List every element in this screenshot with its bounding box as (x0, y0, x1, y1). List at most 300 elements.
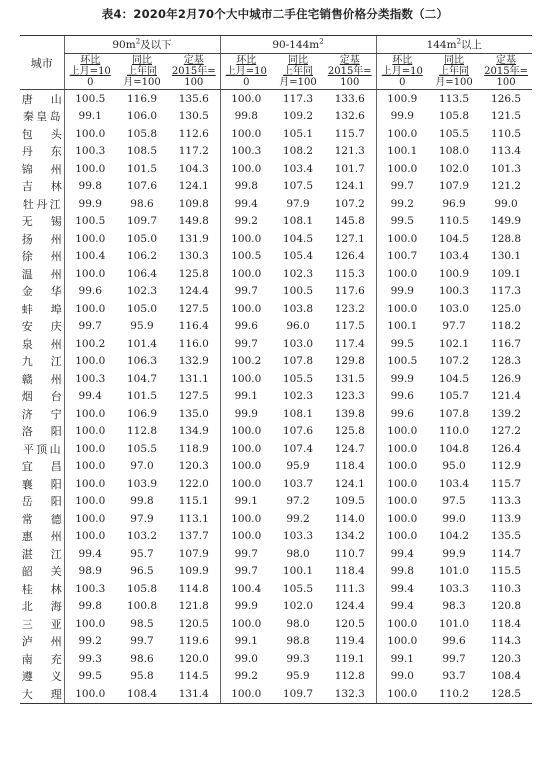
city-name: 平 顶 山 (22, 442, 61, 456)
index-value-cell: 105.5 (126, 442, 158, 455)
index-value-cell: 103.2 (126, 530, 158, 543)
table-row (20, 475, 532, 493)
index-value-cell: 104.5 (439, 232, 470, 245)
index-value-cell: 106.9 (126, 407, 158, 420)
index-value-cell: 99.6 (442, 635, 466, 648)
index-value-cell: 99.1 (220, 633, 272, 651)
index-value-cell: 99.4 (220, 195, 272, 213)
index-value-cell: 112.6 (178, 127, 209, 140)
index-value-cell: 99.0 (442, 512, 466, 525)
table-row (20, 178, 532, 196)
table-row (20, 108, 532, 126)
index-value-cell: 99.4 (64, 388, 116, 406)
subheader-base: 上月=10 (69, 66, 111, 77)
subheader-yoy (428, 54, 480, 90)
index-value-cell: 105.8 (126, 582, 158, 595)
index-value-cell: 119.4 (334, 635, 365, 648)
index-value-cell: 134.9 (178, 425, 209, 438)
group-header-sup: 2 (319, 37, 324, 45)
table-body (20, 90, 532, 704)
index-value-cell: 122.0 (178, 477, 209, 490)
table-row (20, 160, 532, 178)
index-value-cell: 100.0 (64, 405, 116, 423)
subheader-base: 2015年= (327, 66, 372, 77)
city-cell (20, 615, 64, 633)
city-name: 蚌 埠 (21, 302, 62, 316)
city-name: 宜 昌 (21, 460, 62, 474)
city-name: 桂 林 (21, 582, 62, 596)
subheader-mom (64, 54, 116, 90)
index-value-cell: 139.2 (491, 407, 522, 420)
table-row (20, 510, 532, 528)
city-name: 遵 义 (21, 670, 62, 684)
city-cell (20, 283, 64, 301)
index-value-cell: 119.6 (178, 635, 209, 648)
index-value-cell: 97.5 (442, 495, 466, 508)
index-value-cell: 99.4 (376, 545, 428, 563)
index-value-cell: 98.3 (442, 600, 466, 613)
index-value-cell: 100.0 (64, 493, 116, 511)
index-value-cell: 99.9 (376, 283, 428, 301)
index-value-cell: 100.0 (220, 230, 272, 248)
index-value-cell: 126.4 (334, 250, 365, 263)
city-cell (20, 353, 64, 371)
index-value-cell: 107.4 (282, 442, 314, 455)
subheader-name: 环比 (80, 55, 101, 66)
index-value-cell: 115.5 (491, 565, 522, 578)
index-value-cell: 100.0 (64, 528, 116, 546)
index-value-cell: 100.2 (220, 353, 272, 371)
index-value-cell: 95.7 (130, 547, 154, 560)
index-value-cell: 100.0 (376, 510, 428, 528)
index-value-cell: 118.4 (491, 617, 522, 630)
index-value-cell: 124.1 (334, 180, 365, 193)
index-value-cell: 131.1 (178, 372, 209, 385)
index-value-cell: 135.0 (178, 407, 209, 420)
index-value-cell: 115.1 (178, 495, 209, 508)
index-value-cell: 99.1 (376, 650, 428, 668)
index-value-cell: 99.7 (130, 635, 154, 648)
index-value-cell: 100.0 (220, 528, 272, 546)
index-value-cell: 104.2 (439, 530, 470, 543)
city-cell (20, 108, 64, 126)
index-value-cell: 99.5 (64, 668, 116, 686)
index-value-cell: 112.8 (334, 670, 365, 683)
index-value-cell: 120.0 (178, 652, 209, 665)
index-value-cell: 95.8 (130, 670, 154, 683)
index-value-cell: 99.2 (220, 213, 272, 231)
subheader-mom (220, 54, 272, 90)
table-row (20, 423, 532, 441)
index-value-cell: 116.0 (178, 337, 209, 350)
index-value-cell: 100.4 (220, 580, 272, 598)
index-value-cell: 123.2 (334, 302, 365, 315)
index-value-cell: 115.7 (334, 127, 365, 140)
table-row (20, 440, 532, 458)
index-value-cell: 99.9 (376, 370, 428, 388)
index-value-cell: 105.8 (126, 127, 158, 140)
index-value-cell: 100.3 (64, 143, 116, 161)
subheader-base: 月=100 (435, 77, 473, 88)
index-value-cell: 126.4 (491, 442, 522, 455)
index-value-cell: 99.8 (64, 598, 116, 616)
index-value-cell: 105.5 (282, 582, 314, 595)
index-value-cell: 120.5 (334, 617, 365, 630)
subheader-name: 同比 (132, 55, 152, 66)
index-value-cell: 104.7 (126, 372, 158, 385)
index-value-cell: 98.0 (286, 617, 310, 630)
index-value-cell: 101.5 (126, 390, 158, 403)
index-value-cell: 100.0 (220, 265, 272, 283)
index-value-cell: 100.2 (64, 335, 116, 353)
index-value-cell: 105.0 (126, 302, 158, 315)
index-value-cell: 109.7 (272, 685, 324, 703)
index-value-cell: 124.4 (334, 600, 365, 613)
city-name: 无 锡 (21, 215, 62, 229)
city-cell (20, 300, 64, 318)
city-name: 北 海 (21, 600, 62, 614)
index-value-cell: 99.7 (376, 178, 428, 196)
index-value-cell: 114.8 (178, 582, 209, 595)
index-value-cell: 103.0 (439, 302, 470, 315)
index-value-cell: 100.0 (376, 440, 428, 458)
city-cell (20, 545, 64, 563)
index-value-cell: 126.5 (491, 92, 522, 105)
index-value-cell: 99.4 (64, 545, 116, 563)
index-value-cell: 116.4 (178, 320, 209, 333)
index-value-cell: 103.3 (282, 530, 314, 543)
table-row (20, 248, 532, 266)
header-group-row (20, 36, 532, 54)
index-value-cell: 100.0 (376, 493, 428, 511)
index-value-cell: 101.7 (334, 162, 365, 175)
index-value-cell: 100.1 (376, 318, 428, 336)
index-value-cell: 117.6 (334, 285, 365, 298)
index-value-cell: 149.8 (178, 215, 209, 228)
index-value-cell: 98.6 (130, 197, 154, 210)
table-row (20, 300, 532, 318)
index-value-cell: 102.0 (439, 162, 470, 175)
table-title: 表4：2020年2月70个大中城市二手住宅销售价格分类指数（二） (101, 7, 449, 21)
index-value-cell: 99.7 (64, 318, 116, 336)
table-row (20, 265, 532, 283)
city-cell (20, 125, 64, 143)
index-value-cell: 105.0 (126, 232, 158, 245)
city-header-label: 城市 (30, 56, 53, 70)
table-row (20, 405, 532, 423)
index-value-cell: 112.9 (491, 460, 522, 473)
city-name: 大 理 (21, 687, 62, 701)
city-cell (20, 160, 64, 178)
index-value-cell: 128.3 (491, 355, 522, 368)
city-name: 洛 阳 (21, 425, 62, 439)
index-value-cell: 103.4 (439, 477, 470, 490)
index-value-cell: 145.8 (334, 215, 365, 228)
city-cell (20, 143, 64, 161)
city-name: 包 头 (21, 127, 62, 141)
table-row (20, 493, 532, 511)
subheader-fixed-base (480, 54, 532, 90)
city-column-header (20, 36, 64, 90)
header-sub-row (20, 54, 532, 90)
subheader-fixed-base (324, 54, 376, 90)
index-value-cell: 116.9 (126, 92, 158, 105)
index-value-cell: 112.8 (126, 425, 158, 438)
index-value-cell: 99.1 (220, 388, 272, 406)
subheader-name: 同比 (444, 55, 465, 66)
index-value-cell: 124.4 (178, 285, 209, 298)
subheader-name: 环比 (392, 55, 413, 66)
index-value-cell: 114.7 (491, 547, 522, 560)
index-value-cell: 129.8 (334, 355, 365, 368)
index-value-cell: 107.6 (282, 425, 314, 438)
subheader-base: 0 (243, 77, 250, 88)
index-value-cell: 107.5 (282, 180, 314, 193)
index-value-cell: 105.4 (282, 250, 314, 263)
city-name: 扬 州 (21, 232, 62, 246)
city-cell (20, 510, 64, 528)
index-value-cell: 100.0 (64, 353, 116, 371)
index-value-cell: 119.1 (334, 652, 365, 665)
index-value-cell: 99.5 (376, 335, 428, 353)
city-name: 常 德 (21, 512, 62, 526)
index-value-cell: 123.3 (334, 390, 365, 403)
index-value-cell: 102.3 (282, 390, 314, 403)
index-value-cell: 106.4 (126, 267, 158, 280)
index-value-cell: 93.7 (442, 670, 466, 683)
index-value-cell: 121.4 (491, 390, 522, 403)
index-value-cell: 98.8 (286, 635, 310, 648)
subheader-yoy (116, 54, 168, 90)
index-value-cell: 100.0 (64, 125, 116, 143)
index-value-cell: 102.3 (282, 267, 314, 280)
index-value-cell: 130.5 (178, 110, 209, 123)
index-value-cell: 100.0 (64, 230, 116, 248)
index-value-cell: 131.9 (178, 232, 209, 245)
city-cell (20, 423, 64, 441)
index-value-cell: 117.3 (491, 285, 522, 298)
index-value-cell: 99.5 (376, 213, 428, 231)
index-value-cell: 118.9 (178, 442, 209, 455)
index-value-cell: 95.9 (286, 460, 310, 473)
index-value-cell: 108.4 (116, 685, 168, 703)
city-name: 温 州 (21, 267, 62, 281)
index-value-cell: 103.3 (439, 582, 470, 595)
index-value-cell: 95.0 (442, 460, 466, 473)
index-value-cell: 100.0 (64, 440, 116, 458)
index-value-cell: 99.8 (130, 495, 154, 508)
index-value-cell: 111.3 (334, 582, 365, 595)
index-value-cell: 98.9 (64, 563, 116, 581)
index-value-cell: 121.5 (491, 110, 522, 123)
group-header-tail: 以上 (461, 39, 483, 51)
index-value-cell: 107.2 (439, 355, 470, 368)
index-value-cell: 113.4 (491, 145, 522, 158)
city-cell (20, 580, 64, 598)
group-header-label: 90-144m (272, 38, 320, 51)
group-header-90-144 (220, 36, 376, 54)
group-header-sup: 2 (135, 37, 141, 46)
index-value-cell: 103.9 (126, 477, 158, 490)
index-value-cell: 124.1 (334, 477, 365, 490)
index-value-cell: 113.1 (178, 512, 209, 525)
city-cell (20, 265, 64, 283)
city-cell (20, 475, 64, 493)
index-value-cell: 109.9 (178, 565, 209, 578)
index-value-cell: 99.7 (442, 652, 466, 665)
index-value-cell: 110.5 (439, 215, 470, 228)
index-value-cell: 100.0 (376, 230, 428, 248)
index-value-cell: 99.4 (376, 580, 428, 598)
group-header-label: 90m (112, 39, 136, 51)
city-cell (20, 598, 64, 616)
index-value-cell: 104.5 (439, 372, 470, 385)
index-value-cell: 135.6 (178, 92, 209, 105)
city-cell (20, 195, 64, 213)
city-cell (20, 633, 64, 651)
index-value-cell: 100.1 (282, 565, 314, 578)
subheader-base: 100 (184, 77, 204, 88)
index-value-cell: 121.2 (491, 180, 522, 193)
index-value-cell: 100.0 (220, 90, 272, 108)
index-value-cell: 99.7 (220, 335, 272, 353)
city-cell (20, 178, 64, 196)
index-value-cell: 131.5 (334, 372, 365, 385)
city-cell (20, 440, 64, 458)
table-row (20, 685, 532, 703)
index-value-cell: 99.6 (376, 405, 428, 423)
table-row (20, 545, 532, 563)
index-value-cell: 127.1 (334, 232, 365, 245)
city-name: 岳 阳 (21, 495, 62, 509)
city-cell (20, 650, 64, 668)
index-value-cell: 106.0 (126, 110, 158, 123)
index-value-cell: 117.4 (334, 337, 365, 350)
index-value-cell: 99.9 (220, 405, 272, 423)
index-value-cell: 121.3 (334, 145, 365, 158)
city-name: 安 庆 (21, 320, 62, 334)
price-index-table (20, 35, 532, 704)
index-value-cell: 99.8 (220, 178, 272, 196)
table-row (20, 650, 532, 668)
index-value-cell: 99.8 (220, 108, 272, 126)
index-value-cell: 137.7 (178, 530, 209, 543)
index-value-cell: 100.0 (220, 125, 272, 143)
index-value-cell: 135.5 (491, 530, 522, 543)
subheader-name: 定基 (183, 55, 204, 66)
index-value-cell: 116.7 (491, 337, 522, 350)
index-value-cell: 106.2 (126, 250, 158, 263)
index-value-cell: 100.0 (64, 510, 116, 528)
index-value-cell: 114.5 (178, 670, 209, 683)
index-value-cell: 100.0 (376, 160, 428, 178)
group-header-sup: 2 (456, 37, 462, 46)
city-name: 唐 山 (21, 92, 62, 106)
subheader-base: 上年同 (283, 66, 314, 77)
index-value-cell: 105.5 (282, 372, 314, 385)
index-value-cell: 99.2 (286, 512, 310, 525)
index-value-cell: 100.5 (220, 248, 272, 266)
index-value-cell: 101.0 (439, 617, 470, 630)
index-value-cell: 118.2 (491, 320, 522, 333)
table-row (20, 370, 532, 388)
index-value-cell: 100.1 (376, 143, 428, 161)
index-value-cell: 110.2 (428, 685, 480, 703)
index-value-cell: 105.1 (282, 127, 314, 140)
index-value-cell: 99.7 (220, 545, 272, 563)
index-value-cell: 100.0 (220, 458, 272, 476)
table-row (20, 598, 532, 616)
index-value-cell: 99.8 (376, 563, 428, 581)
index-value-cell: 100.0 (64, 265, 116, 283)
index-value-cell: 97.2 (286, 495, 310, 508)
index-value-cell: 101.5 (126, 162, 158, 175)
index-value-cell: 97.0 (130, 460, 154, 473)
index-value-cell: 108.5 (126, 145, 158, 158)
index-value-cell: 104.8 (439, 442, 470, 455)
table-row (20, 388, 532, 406)
index-value-cell: 106.3 (126, 355, 158, 368)
index-value-cell: 107.9 (439, 180, 470, 193)
index-value-cell: 99.1 (64, 108, 116, 126)
city-cell (20, 668, 64, 686)
city-name: 九 江 (21, 355, 62, 369)
index-value-cell: 108.4 (491, 670, 522, 683)
index-value-cell: 100.4 (64, 248, 116, 266)
table-row (20, 90, 532, 108)
index-value-cell: 100.0 (220, 475, 272, 493)
city-name: 三 亚 (21, 617, 62, 631)
index-value-cell: 100.5 (282, 285, 314, 298)
index-value-cell: 115.7 (491, 477, 522, 490)
index-value-cell: 100.0 (220, 300, 272, 318)
index-value-cell: 103.4 (282, 162, 314, 175)
index-value-cell: 117.3 (282, 92, 314, 105)
index-value-cell: 121.8 (178, 600, 209, 613)
index-value-cell: 95.9 (286, 670, 310, 683)
index-value-cell: 109.8 (178, 197, 209, 210)
table-row (20, 230, 532, 248)
index-value-cell: 100.0 (220, 423, 272, 441)
city-cell (20, 370, 64, 388)
subheader-name: 同比 (288, 55, 309, 66)
index-value-cell: 101.0 (439, 565, 470, 578)
index-value-cell: 126.9 (491, 372, 522, 385)
index-value-cell: 101.4 (126, 337, 158, 350)
table-row (20, 125, 532, 143)
city-cell (20, 318, 64, 336)
index-value-cell: 100.0 (376, 125, 428, 143)
index-value-cell: 99.0 (376, 668, 428, 686)
city-name: 烟 台 (21, 390, 62, 404)
index-value-cell: 127.5 (178, 390, 209, 403)
city-cell (20, 685, 64, 703)
index-value-cell: 100.0 (64, 475, 116, 493)
index-value-cell: 99.9 (220, 598, 272, 616)
index-value-cell: 99.7 (220, 283, 272, 301)
index-value-cell: 100.3 (64, 580, 116, 598)
city-name: 济 宁 (21, 407, 62, 421)
city-cell (20, 563, 64, 581)
index-value-cell: 100.3 (220, 143, 272, 161)
group-header-90-below (64, 36, 220, 54)
index-value-cell: 125.8 (178, 267, 209, 280)
index-value-cell: 120.5 (178, 617, 209, 630)
index-value-cell: 107.9 (178, 547, 209, 560)
index-value-cell: 100.5 (64, 213, 116, 231)
index-value-cell: 97.7 (442, 320, 466, 333)
table-row (20, 528, 532, 546)
